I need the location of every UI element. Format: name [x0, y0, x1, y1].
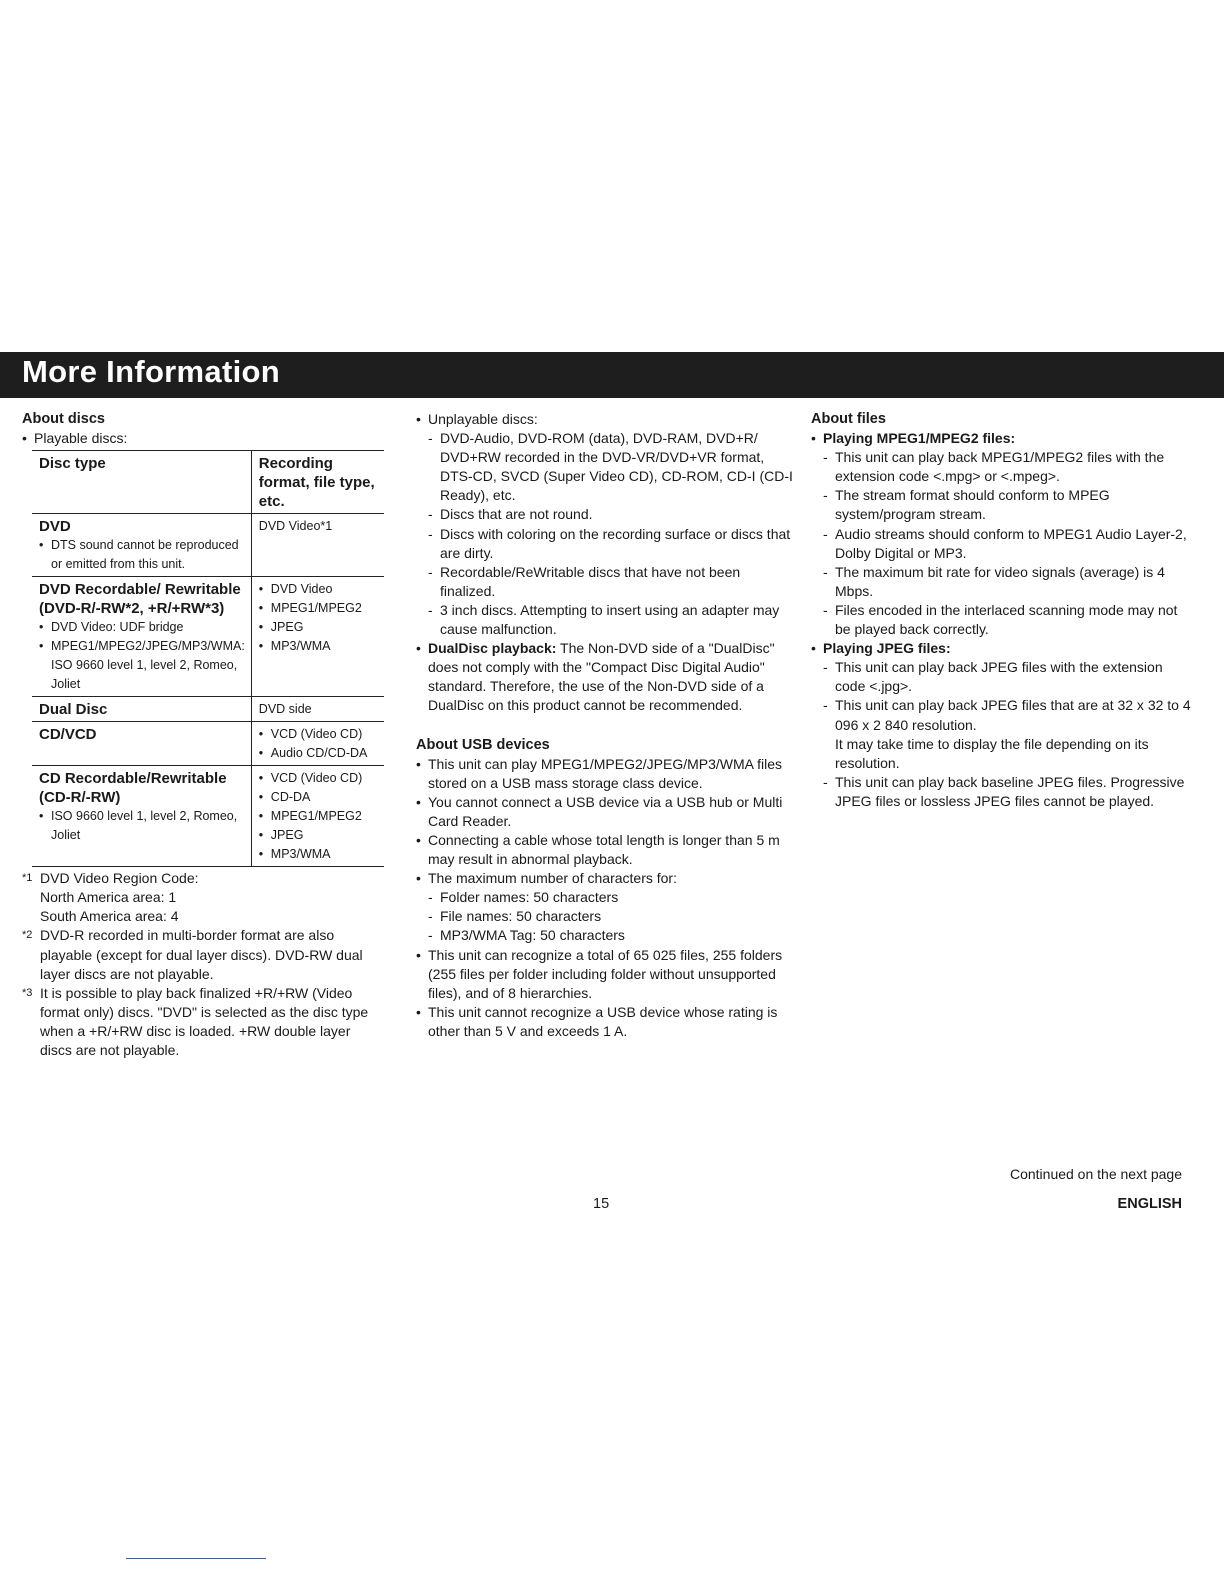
table-header-row [32, 451, 384, 514]
disc-type: CD/VCD [39, 726, 97, 744]
unplayable-item: - DVD-Audio, DVD-ROM (data), DVD-RAM, DVD+R/ DVD+RW recorded in the DVD-VR/DVD+VR format, DTS-CD, SVCD (Super Video CD), CD-ROM, CD-I (CD-I Ready), etc. [416, 429, 796, 505]
table-cell [251, 577, 384, 697]
mpeg-item: - Files encoded in the interlaced scanning mode may not be played back correctly. [811, 601, 1191, 639]
usb-item: • You cannot connect a USB device via a USB hub or Multi Card Reader. [416, 793, 796, 831]
page-number: 15 [593, 1196, 610, 1212]
disc-note: • MPEG1/MPEG2/JPEG/MP3/WMA: ISO 9660 level 1, level 2, Romeo, Joliet [39, 637, 245, 694]
column-unplayable-usb [416, 410, 796, 1041]
jpeg-item: - This unit can play back JPEG files that are at 32 x 32 to 4 096 x 2 840 resolution. [811, 696, 1191, 734]
usb-heading: About USB devices [416, 736, 550, 753]
format-item: • MPEG1/MPEG2 [259, 599, 378, 618]
unplayable-discs-label: • Unplayable discs: [416, 410, 796, 429]
footnote-line: DVD Video Region Code: [40, 870, 199, 887]
usb-item: • The maximum number of characters for: [416, 869, 796, 888]
usb-item: • This unit can play MPEG1/MPEG2/JPEG/MP3/WMA files stored on a USB mass storage class device. [416, 755, 796, 793]
mpeg-label [811, 429, 1191, 448]
mpeg-item: - Audio streams should conform to MPEG1 Audio Layer-2, Dolby Digital or MP3. [811, 525, 1191, 563]
disc-type: DVD Recordable/ Rewritable (DVD-R/-RW*2, +R/+RW*3) [39, 581, 241, 618]
table-cell [251, 722, 384, 766]
format-item: • MP3/WMA [259, 845, 378, 864]
jpeg-label [811, 639, 1191, 658]
footnote-mark: *3 [22, 986, 33, 999]
jpeg-item: - This unit can play back baseline JPEG files. Progressive JPEG files or lossless JPEG files cannot be played. [811, 773, 1191, 811]
format-item: • JPEG [259, 826, 378, 845]
table-row [32, 697, 384, 722]
column-about-discs [22, 410, 375, 1060]
unplayable-item: - Discs that are not round. [416, 505, 796, 524]
footnotes [22, 869, 372, 1060]
footnote-line: North America area: 1 [40, 889, 177, 906]
disc-type: DVD [39, 518, 71, 536]
footnote [22, 926, 372, 983]
jpeg-label-text: Playing JPEG files: [823, 640, 951, 657]
format-item: • Audio CD/CD-DA [259, 744, 378, 763]
dualdisc-label: DualDisc playback: [428, 640, 557, 657]
disc-type: Dual Disc [39, 701, 108, 719]
disc-note: • ISO 9660 level 1, level 2, Romeo, Joliet [39, 807, 245, 845]
continued-note: Continued on the next page [1009, 1166, 1182, 1182]
footnote-line: DVD-R recorded in multi-border format are also playable (except for dual layer discs). DVD-RW dual layer discs are not playable. [40, 927, 363, 982]
table-row [32, 722, 384, 766]
page-title: More Information [22, 354, 280, 389]
footnote-line: South America area: 4 [40, 908, 179, 925]
jpeg-item: - This unit can play back JPEG files with the extension code <.jpg>. [811, 658, 1191, 696]
mpeg-item: - The maximum bit rate for video signals (average) is 4 Mbps. [811, 563, 1191, 601]
format-item: • DVD Video [259, 580, 378, 599]
usb-item: • Connecting a cable whose total length is longer than 5 m may result in abnormal playback. [416, 831, 796, 869]
table-cell [251, 766, 384, 867]
format-item: • MP3/WMA [259, 637, 378, 656]
footnote [22, 984, 372, 1060]
dualdisc-paragraph [416, 639, 796, 715]
format-item: • VCD (Video CD) [259, 725, 378, 744]
table-cell [251, 697, 384, 722]
table-row [32, 766, 384, 867]
mpeg-item: - This unit can play back MPEG1/MPEG2 files with the extension code <.mpg> or <.mpeg>. [811, 448, 1191, 486]
format-item: DVD side [258, 702, 312, 717]
playable-discs-table [32, 450, 384, 867]
format-item: • VCD (Video CD) [259, 769, 378, 788]
table-row [32, 514, 384, 577]
about-discs-heading: About discs [22, 411, 105, 427]
table-cell [32, 514, 251, 577]
recording-format-header: Recording format, file type, etc. [258, 455, 375, 511]
format-item: • JPEG [259, 618, 378, 637]
footnote-line: It is possible to play back finalized +R/+RW (Video format only) discs. "DVD" is selected as the disc type when a +R/+RW disc is loaded. +RW double layer discs are not playable. [40, 984, 369, 1059]
table-cell [32, 577, 251, 697]
usb-item: • This unit can recognize a total of 65 025 files, 255 folders (255 files per folder including folder without unsupported files), and of 8 hierarchies. [416, 946, 796, 1003]
unplayable-item: - Discs with coloring on the recording surface or discs that are dirty. [416, 525, 796, 563]
unplayable-item: - 3 inch discs. Attempting to insert using an adapter may cause malfunction. [416, 601, 796, 639]
table-header-cell [32, 451, 251, 514]
column-about-files [811, 410, 1191, 811]
table-row [32, 577, 384, 697]
char-limit-item: - File names: 50 characters [416, 907, 796, 926]
section-banner [0, 352, 1224, 398]
table-cell [32, 766, 251, 867]
disc-type: CD Recordable/Rewritable (CD-R/-RW) [39, 770, 227, 807]
format-item: DVD Video*1 [258, 519, 333, 534]
language-label: ENGLISH [1117, 1196, 1182, 1212]
disc-type-header: Disc type [39, 455, 106, 473]
mpeg-item: - The stream format should conform to MPEG system/program stream. [811, 486, 1191, 524]
playable-discs-label: • Playable discs: [22, 429, 372, 448]
table-cell [251, 514, 384, 577]
footnote-mark: *1 [22, 872, 33, 885]
format-item: • CD-DA [259, 788, 378, 807]
char-limit-item: - MP3/WMA Tag: 50 characters [416, 926, 796, 945]
mpeg-label-text: Playing MPEG1/MPEG2 files: [823, 430, 1016, 447]
footnote-mark: *2 [22, 929, 33, 942]
about-files-heading: About files [811, 411, 886, 427]
usb-item: • This unit cannot recognize a USB device whose rating is other than 5 V and exceeds 1 A. [416, 1003, 796, 1041]
dualdisc-text: The Non-DVD side of a "DualDisc" does not comply with the "Compact Disc Digital Audio" standard. Therefore, the use of the Non-DVD side of a DualDisc on this product cannot be recommended. [428, 640, 775, 714]
table-cell [32, 722, 251, 766]
char-limit-item: - Folder names: 50 characters [416, 888, 796, 907]
format-item: • MPEG1/MPEG2 [259, 807, 378, 826]
table-header-cell [251, 451, 384, 514]
disc-note: • DTS sound cannot be reproduced or emitted from this unit. [39, 536, 245, 574]
footnote [22, 869, 372, 926]
table-cell [32, 697, 251, 722]
disc-note: • DVD Video: UDF bridge [39, 618, 245, 637]
jpeg-item-note: It may take time to display the file depending on its resolution. [835, 735, 1149, 771]
unplayable-item: - Recordable/ReWritable discs that have not been finalized. [416, 563, 796, 601]
bottom-rule [126, 1558, 266, 1559]
